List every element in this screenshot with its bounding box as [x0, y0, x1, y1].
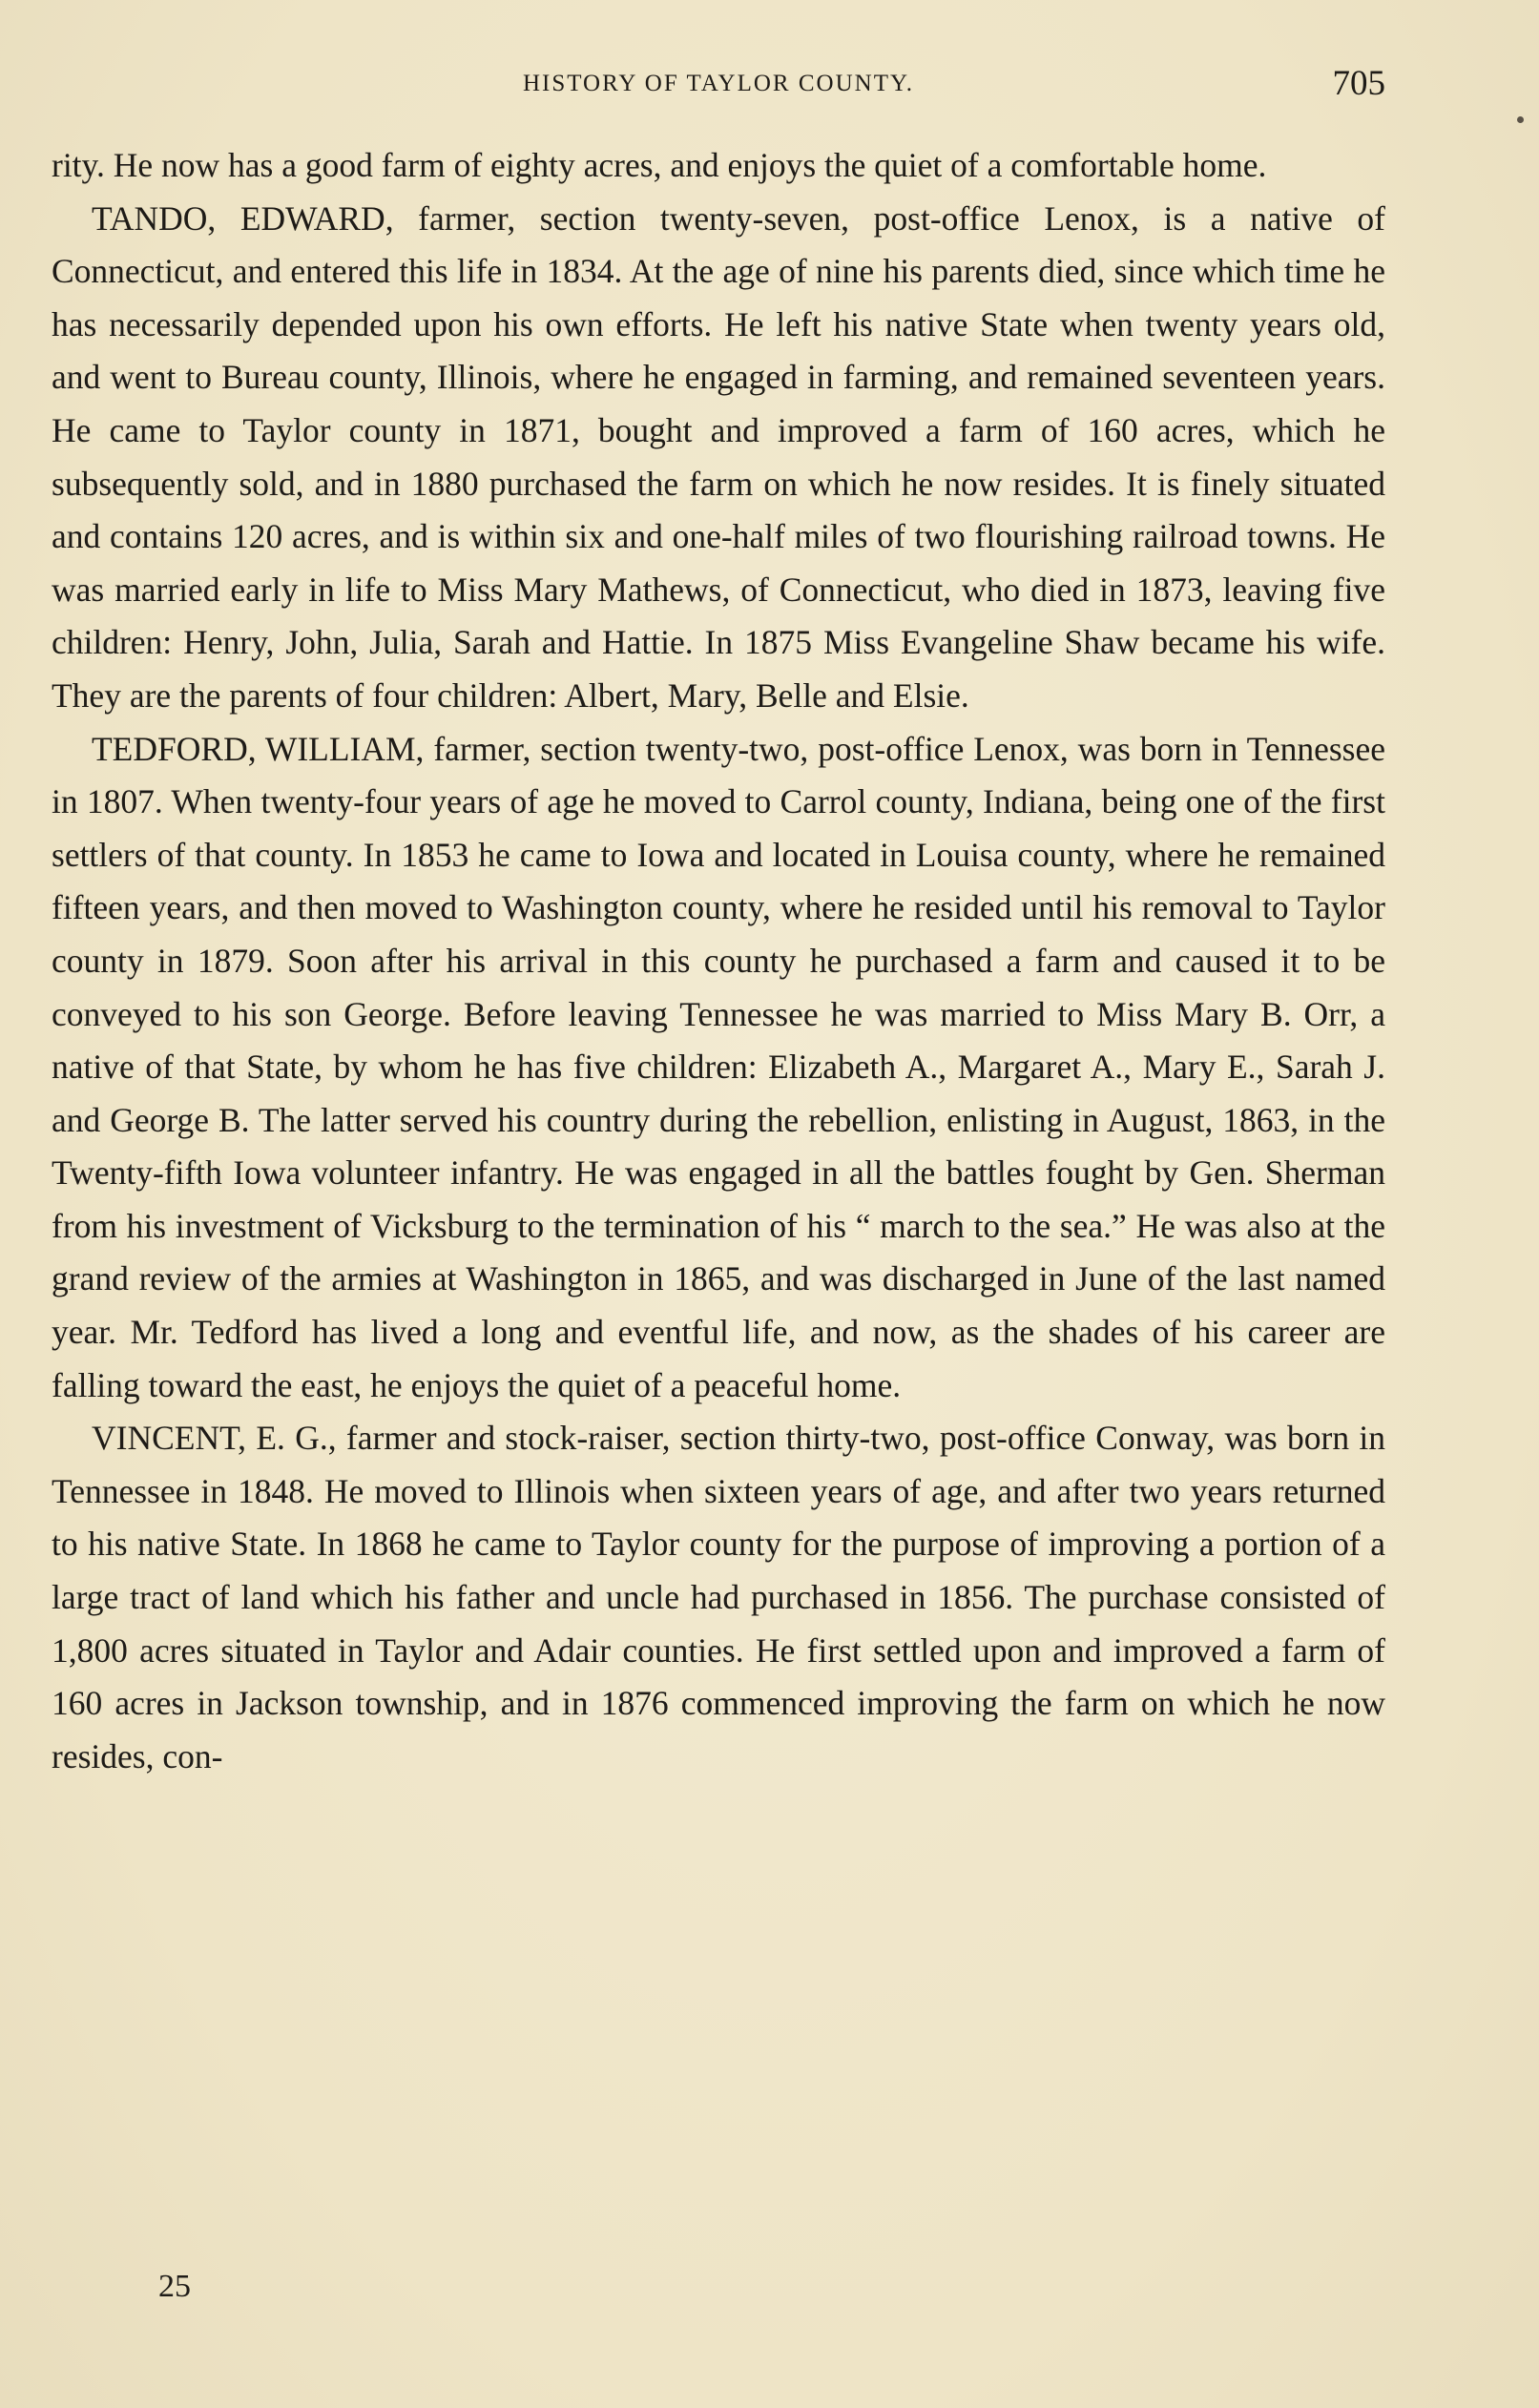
page-number: 705 — [1332, 64, 1385, 103]
margin-ink-dot — [1517, 116, 1524, 123]
running-head — [52, 63, 1385, 111]
paragraph-vincent-eg: VINCENT, E. G., farmer and stock-raiser, section thirty-two, post-office Conway, was born in Tennessee in 1848. He moved to Illinois when sixteen years of age, and after two years returned to his native State. In 1868 he came to Taylor county for the purpose of improving a portion of a large tract of land which his father and uncle had purchased in 1856. The purchase consisted of 1,800 acres situated in Taylor and Adair counties. He first settled upon and improved a farm of 160 acres in Jackson township, and in 1876 commenced improving the farm on which he now resides, con- — [52, 1419, 1385, 1775]
body-text — [52, 139, 1385, 1783]
paragraph-continuation: rity. He now has a good farm of eighty acres, and enjoys the quiet of a comfortable home. — [52, 146, 1267, 184]
paragraph-tando-edward: TANDO, EDWARD, farmer, section twenty-seven, post-office Lenox, is a native of Connecticut, and entered this life in 1834. At the age of nine his parents died, since which time he has necessarily depended upon his own efforts. He left his native State when twenty years old, and went to Bureau county, Illinois, where he engaged in farming, and remained seventeen years. He came to Taylor county in 1871, bought and improved a farm of 160 acres, which he subsequently sold, and in 1880 purchased the farm on which he now resides. It is finely situated and contains 120 acres, and is within six and one-half miles of two flourishing railroad towns. He was married early in life to Miss Mary Mathews, of Connecticut, who died in 1873, leaving five children: Henry, John, Julia, Sarah and Hattie. In 1875 Miss Evangeline Shaw became his wife. They are the parents of four children: Albert, Mary, Belle and Elsie. — [52, 198, 1385, 715]
paragraph-tedford-william: TEDFORD, WILLIAM, farmer, section twenty-two, post-office Lenox, was born in Tennessee in 1807. When twenty-four years of age he moved to Carrol county, Indiana, being one of the first settlers of that county. In 1853 he came to Iowa and located in Louisa county, where he remained fifteen years, and then moved to Washington county, where he resided until his removal to Taylor county in 1879. Soon after his arrival in this county he purchased a farm and caused it to be conveyed to his son George. Before leaving Tennessee he was married to Miss Mary B. Orr, a native of that State, by whom he has five children: Elizabeth A., Margaret A., Mary E., Sarah J. and George B. The latter served his country during the rebellion, enlisting in August, 1863, in the Twenty-fifth Iowa volunteer infantry. He was engaged in all the battles fought by Gen. Sherman from his investment of Vicksburg to the termination of his “ march to the sea.” He was also at the grand review of the armies at Washington in 1865, and was discharged in June of the last named year. Mr. Tedford has lived a long and eventful life, and now, as the shades of his career are falling toward the east, he enjoys the quiet of a peaceful home. — [52, 729, 1385, 1404]
running-title: HISTORY OF TAYLOR COUNTY. — [522, 71, 915, 96]
signature-mark: 25 — [158, 2269, 191, 2304]
